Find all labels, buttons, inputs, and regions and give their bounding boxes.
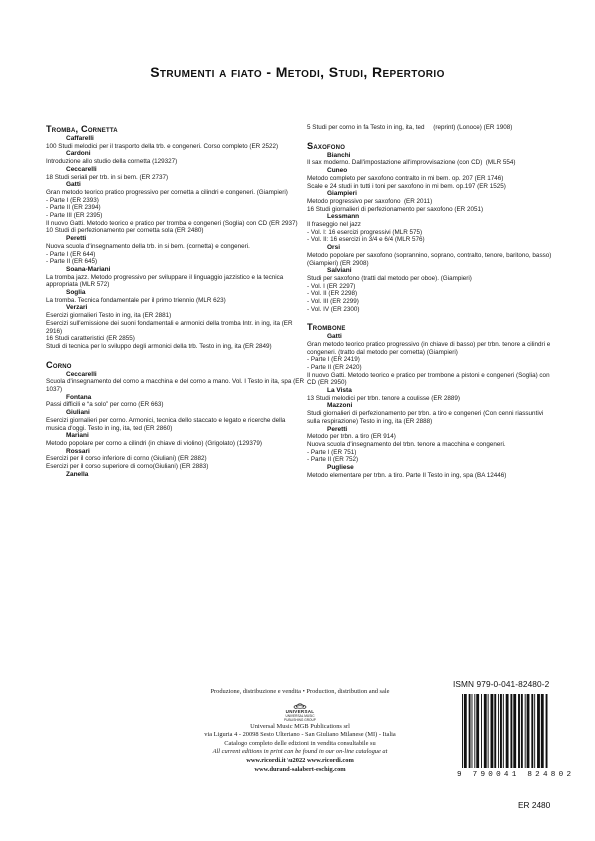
publication-entry: La tromba. Tecnica fondamentale per il primo triennio (MLR 623)	[46, 296, 226, 304]
composer-name: Soana-Mariani	[66, 265, 111, 273]
publication-entry: - Vol. I: 16 esercizi progressivi (MLR 575)	[307, 228, 423, 236]
barcode-bar	[527, 694, 530, 768]
section-continued	[307, 124, 557, 132]
barcode-bar	[513, 694, 516, 768]
publication-entry: Metodo elementare per trbn. a tiro. Parte II Testo in ing, spa (BA 12446)	[307, 471, 507, 479]
barcode-bar	[534, 694, 535, 768]
publication-entry: Metodo progressivo per saxofono (ER 2011)	[307, 198, 433, 206]
composer-name: Peretti	[66, 235, 87, 243]
publication-entry: Il fraseggio nel jazz	[307, 221, 361, 229]
barcode-bar	[491, 694, 494, 768]
publication-entry: Esercizi giornalieri Testo in ing, ita (ER 2881)	[46, 312, 172, 320]
publisher-address: via Liguria 4 - 20098 Sesto Ulteriano - San Giuliano Milanese (MI) - Italia	[204, 731, 396, 739]
barcode-bar	[506, 694, 509, 768]
publication-entry: Studi giornalieri di perfezionamento per trbn. a tiro e congeneri (Con cenni riassuntivi sulla respirazione) Testo in ing, ita (ER 2888)	[307, 410, 546, 425]
publication-entry: 16 Studi giornalieri di perfezionamento per saxofono (ER 2051)	[307, 205, 484, 213]
composer-name: Lessmann	[327, 213, 360, 221]
publication-entry: Il nuovo Gatti. Metodo teorico e pratico per tromba e congeneri (Soglia) con CD (ER 2937)	[46, 219, 298, 227]
section-title: Trombone	[307, 322, 346, 333]
logo-subline-2: PUBLISHING GROUP	[284, 717, 316, 722]
publication-entry: Passi difficili e “a solo” per corno (ER 663)	[46, 401, 164, 409]
barcode-bar	[462, 694, 463, 768]
publication-entry: Metodo per trbn. a tiro (ER 914)	[307, 433, 396, 441]
website-links	[140, 757, 460, 766]
composer-name: Rossari	[66, 447, 90, 455]
composer-name: Orsi	[327, 244, 341, 252]
link-ricordi-it[interactable]: www.ricordi.it	[246, 756, 286, 764]
barcode-bar	[494, 694, 496, 768]
composer-name: Mazzoni	[327, 402, 353, 410]
publication-entry: 18 Studi seriali per trb. in si bem. (ER 2737)	[46, 173, 169, 181]
publication-entry: - Vol. III (ER 2299)	[307, 297, 359, 305]
barcode-bar	[537, 694, 540, 768]
left-column	[46, 124, 304, 488]
publication-entry: 10 Studi di perfezionamento per cornetta sola (ER 2480)	[46, 227, 204, 235]
publication-entry: Il sax moderno. Dall'impostazione all'improvvisazione (con CD) (MLR 554)	[307, 159, 516, 167]
composer-name: Cardoni	[66, 150, 91, 158]
composer-name: Zanella	[66, 470, 89, 478]
publication-entry: - Parte II (ER 2420)	[307, 364, 362, 372]
catalogue-note-en: All current editions in print can be found in our on-line catalogue at	[212, 748, 388, 756]
composer-name: Salviani	[327, 267, 352, 275]
publication-entry: - Parte II (ER 2394)	[46, 204, 101, 212]
barcode-bar	[531, 694, 533, 768]
composer-name: La Vista	[327, 387, 352, 395]
publication-entry: Esercizi per il corso superiore di corno(Giuliani) (ER 2883)	[46, 463, 209, 471]
composer-name: Caffarelli	[66, 135, 94, 142]
section-title: Corno	[46, 359, 72, 370]
publication-entry: - Parte III (ER 2395)	[46, 212, 103, 220]
page-title: Strumenti a fiato - Metodi, Studi, Repertorio	[150, 64, 445, 80]
publication-entry: - Parte I (ER 644)	[46, 250, 96, 258]
publication-entry: Metodo popolare per saxofono (soprannino, soprano, contralto, tenore, baritono, basso) (Giampieri) (ER 2908)	[307, 251, 554, 267]
barcode-bar	[469, 694, 471, 768]
publication-entry: 100 Studi melodici per il trasporto della trb. e congeneri. Corso completo (ER 2522)	[46, 142, 279, 150]
barcode-bar	[464, 694, 467, 768]
publication-entry: - Vol. II (ER 2298)	[307, 290, 358, 298]
barcode-bar	[476, 694, 479, 768]
publication-entry: Il nuovo Gatti. Metodo teorico e pratico per trombone a pistoni e congeneri (Soglia) con CD (ER 2950)	[307, 371, 552, 387]
publication-entry: La tromba jazz. Metodo progressivo per sviluppare il linguaggio jazzistico e la tecnica appropriata (MLR 572)	[46, 273, 286, 289]
publication-entry: Scale e 24 studi in tutti i toni per saxofono in mi bem. op.197 (ER 1525)	[307, 182, 506, 190]
production-line: Produzione, distribuzione e vendita • Production, distribution and sale	[210, 688, 390, 695]
section-tromba-cornetta	[46, 124, 304, 351]
catalogue-note-it: Catalogo completo delle edizioni in vendita consultabile su	[224, 739, 376, 747]
link-ricordi-com[interactable]: www.ricordi.com	[306, 756, 354, 764]
composer-name: Gatti	[327, 333, 342, 341]
publication-entry: - Parte I (ER 2393)	[46, 196, 99, 204]
publication-entry: - Vol. I (ER 2297)	[307, 282, 356, 290]
barcode-bar	[481, 694, 482, 768]
publisher-footer	[140, 688, 460, 774]
publication-entry: Gran metodo teorico pratico progressivo per cornetta a cilindri e congeneri. (Giampieri)	[46, 189, 288, 197]
barcode-bar	[525, 694, 526, 768]
publication-entry: Introduzione allo studio della cornetta (129327)	[46, 158, 178, 166]
composer-name: Ceccarelli	[66, 165, 97, 173]
composer-name: Mariani	[66, 432, 89, 440]
composer-name: Peretti	[327, 425, 348, 433]
publication-entry: Gran metodo teorico pratico progressivo (in chiave di basso) per trbn. tenore a cilindri e congeneri. (tratto dal metodo per cornetta) (Giampieri)	[307, 341, 552, 356]
section-title: Tromba, Cornetta	[46, 124, 118, 134]
barcode-bar	[500, 694, 502, 768]
publication-entry: Esercizi giornalieri per corno. Armonici, tecnica dello staccato e legato e ricerche della musica d'oggi. Testo in ing, ita, ted (ER 2860)	[46, 416, 288, 432]
barcode-bar	[488, 694, 489, 768]
logo-wordmark: UNIVERSAL	[285, 708, 315, 714]
composer-name: Giampieri	[327, 190, 357, 198]
link-durand[interactable]: www.durand-salabert-eschig.com	[254, 765, 346, 773]
publication-entry: Metodo popolare per corno a cilindri (in chiave di violino) (Grigolato) (129379)	[46, 439, 262, 447]
logo-subline-1: UNIVERSAL MUSIC	[285, 713, 315, 718]
publication-entry: 5 Studi per corno in fa Testo in ing, ita, ted (reprint) (Lonoce) (ER 1908)	[307, 124, 513, 131]
barcode-bar	[518, 694, 520, 768]
globe-icon	[293, 699, 307, 709]
publication-entry: Nuova scuola d'insegnamento del trbn. tenore a macchina e congeneri.	[307, 441, 506, 449]
publication-entry: Esercizi per il corso inferiore di corno (Giuliani) (ER 2882)	[46, 455, 207, 463]
composer-name: Ceccarelli	[66, 370, 97, 378]
publication-entry: - Parte II (ER 752)	[307, 456, 359, 464]
barcode-digits: 9 790041 824802	[457, 771, 571, 778]
publication-entry: Scuola d'insegnamento del corno a macchina e del corno a mano. Vol. I Testo in ita, spa (ER 1037)	[46, 378, 306, 393]
composer-name: Soglia	[66, 288, 86, 296]
catalog-number: ER 2480	[518, 800, 551, 810]
section-title: Saxofono	[307, 140, 346, 151]
publication-entry: Studi di tecnica per lo sviluppo degli armonici della trb. Testo in ing, ita (ER 2849)	[46, 342, 272, 350]
section-saxofono	[307, 141, 557, 314]
right-column	[307, 124, 557, 488]
publication-entry: - Parte I (ER 2419)	[307, 356, 360, 364]
section-corno	[46, 360, 304, 479]
barcode-bar	[541, 694, 544, 768]
composer-name: Cuneo	[327, 167, 348, 175]
universal-logo	[270, 699, 330, 722]
publisher-name: Universal Music MGB Publications srl	[250, 722, 350, 730]
barcode-bar	[472, 694, 473, 768]
publication-entry: Studi per saxofono (tratti dal metodo per oboe). (Giampieri)	[307, 275, 472, 282]
publication-entry: 13 Studi melodici per trbn. tenore a coulisse (ER 2889)	[307, 394, 460, 402]
composer-name: Pugliese	[327, 464, 354, 471]
barcode-bar	[484, 694, 487, 768]
composer-name: Gatti	[66, 181, 81, 189]
composer-name: Bianchi	[327, 151, 351, 159]
barcode	[456, 694, 572, 778]
publication-entry: Esercizi sull'emissione dei suoni fondamentali e armonici della tromba Intr. in ing, ita (ER 2916)	[46, 319, 295, 335]
barcode-bar	[503, 694, 504, 768]
barcode-bar	[474, 694, 475, 768]
link-separator: \u2022	[287, 756, 307, 764]
section-trombone	[307, 322, 557, 479]
publication-entry: Nuova scuola d'insegnamento della trb. in si bem. (cornetta) e congeneri.	[46, 242, 250, 250]
publication-entry: 16 Studi caratteristici (ER 2855)	[46, 335, 135, 343]
publication-entry: - Parte II (ER 645)	[46, 258, 98, 266]
barcode-bar	[546, 694, 548, 768]
barcode-bar	[521, 694, 523, 768]
barcode-bar	[510, 694, 512, 768]
barcode-bar	[498, 694, 499, 768]
publication-entry: - Parte I (ER 751)	[307, 448, 357, 456]
publication-entry: - Vol. IV (ER 2300)	[307, 305, 360, 313]
publication-entry: Metodo completo per saxofono contralto in mi bem. op. 207 (ER 1746)	[307, 174, 504, 182]
composer-name: Giuliani	[66, 409, 90, 417]
publication-entry: - Vol. II: 16 esercizi in 3/4 e 6/4 (MLR 576)	[307, 236, 425, 244]
ismn-code: ISMN 979-0-041-82480-2	[453, 679, 550, 689]
composer-name: Fontana	[66, 393, 92, 401]
composer-name: Verzari	[66, 304, 88, 312]
